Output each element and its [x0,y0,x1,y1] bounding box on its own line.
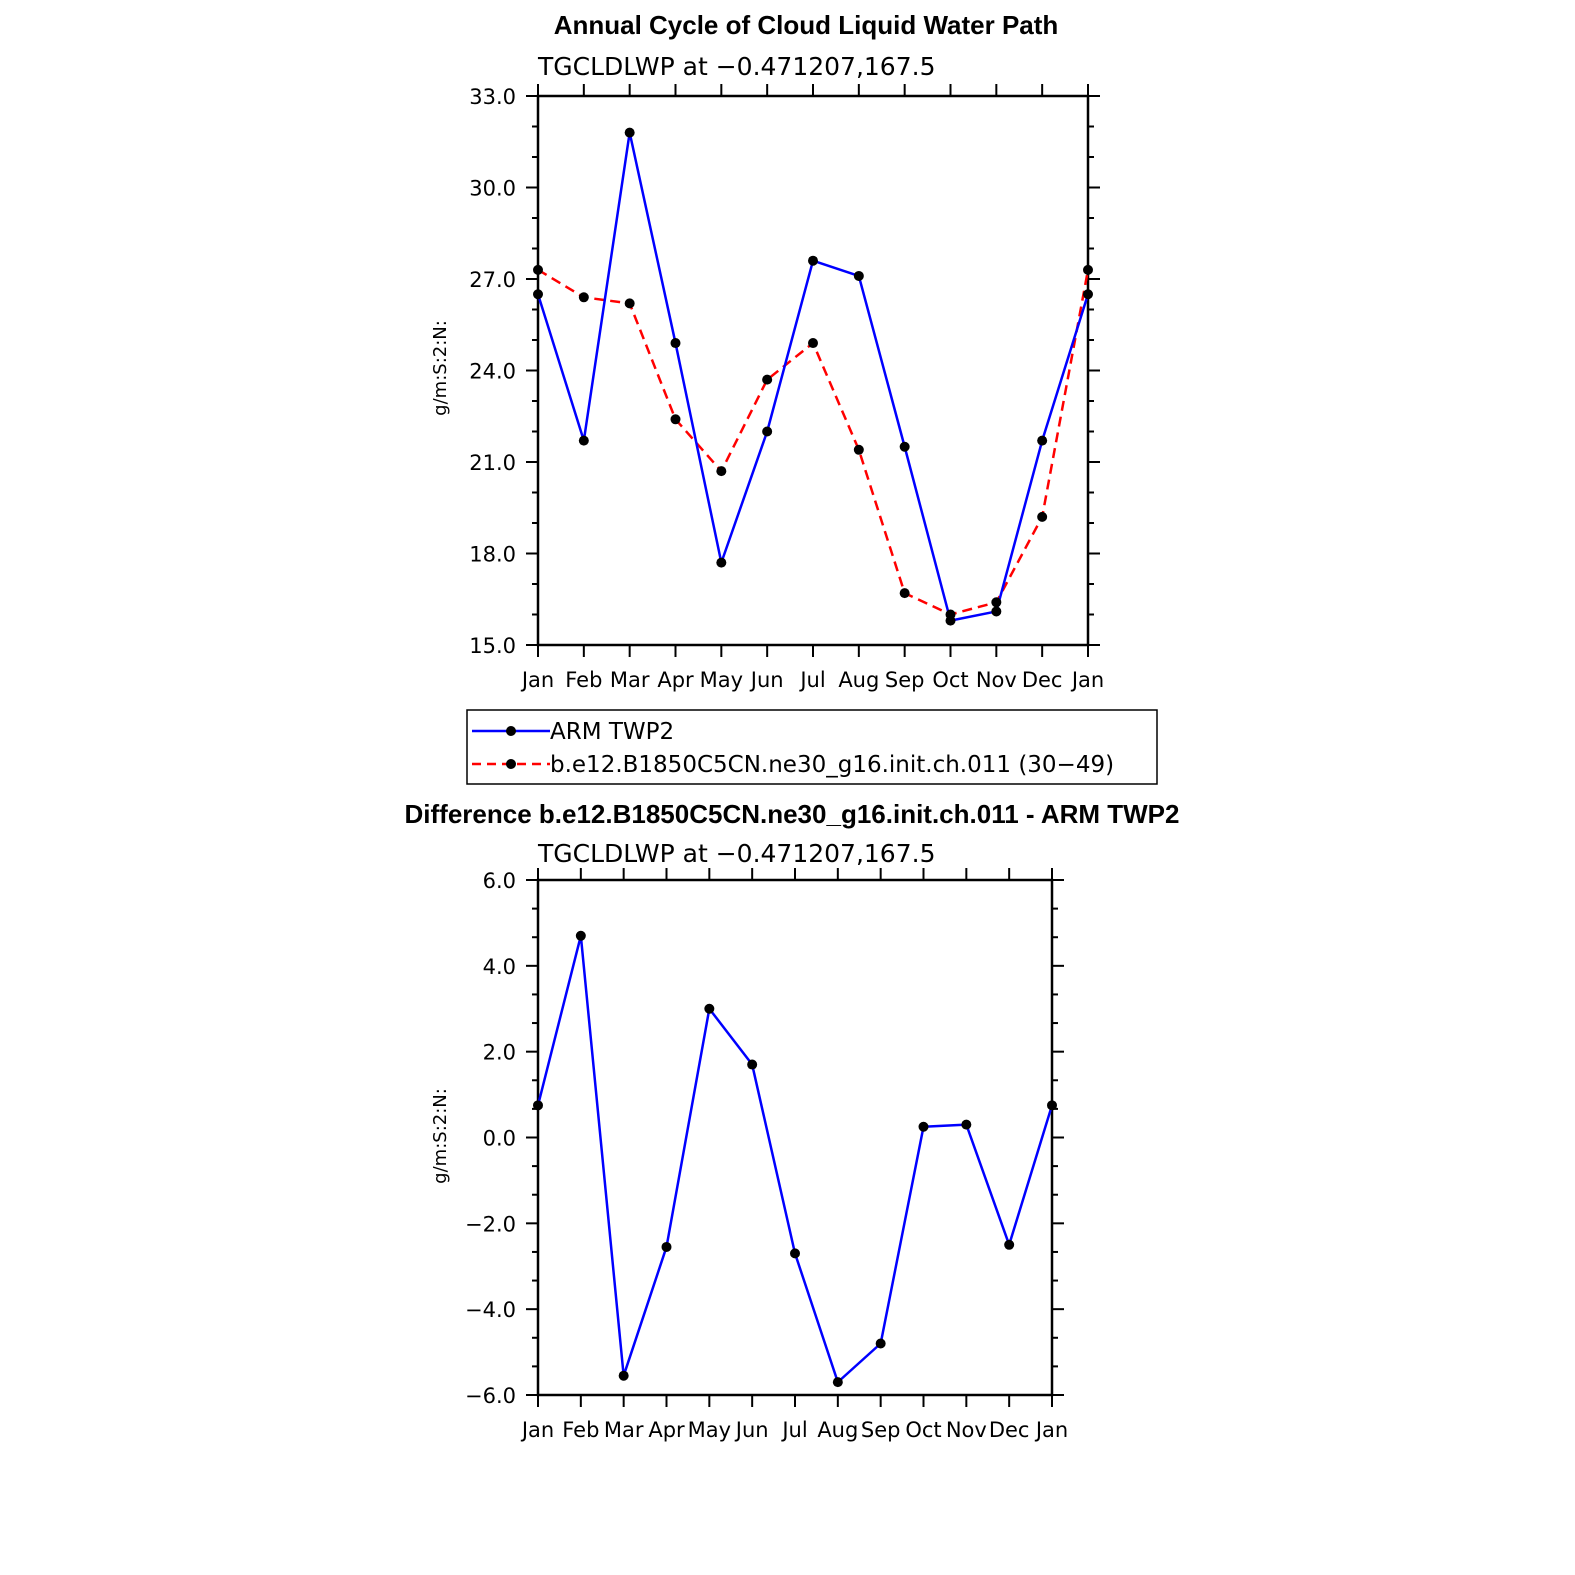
top-xtick-label: Apr [657,668,694,692]
bottom-series-1-point [619,1371,629,1381]
bottom-ytick-label: 4.0 [482,954,516,979]
top-series-2-line [538,270,1088,615]
top-xtick-label: Feb [565,668,603,692]
legend [467,710,1157,784]
top-series-2-point [762,375,772,385]
top-series-1-point [900,442,910,452]
bottom-xtick-label: May [687,1418,732,1442]
top-xtick-label: Nov [975,668,1017,692]
top-series-1-point [625,128,635,138]
bottom-xtick-label: Dec [988,1418,1030,1442]
bottom-chart-ylabel: g/m:S:2:N: [430,1088,451,1184]
legend-marker-series-1 [506,726,516,736]
bottom-xtick-label: Jan [1035,1418,1069,1442]
top-series-1-point [854,271,864,281]
bottom-series-1-point [576,931,586,941]
top-xtick-label: Oct [932,668,969,692]
top-series-2-point [1037,512,1047,522]
top-chart-title: Annual Cycle of Cloud Liquid Water Path [553,10,1059,40]
bottom-ytick-label: −2.0 [465,1212,516,1237]
bottom-series-1-point [919,1122,929,1132]
top-chart-ylabel: g/m:S:2:N: [430,320,451,416]
legend-marker-series-2 [506,759,516,769]
top-ytick-label: 30.0 [469,176,516,201]
top-series-2-point [533,265,543,275]
bottom-xtick-label: Oct [905,1418,942,1442]
bottom-xtick-label: Feb [562,1418,600,1442]
top-xtick-label: Jan [1071,668,1105,692]
bottom-series-1-point [1004,1240,1014,1250]
bottom-series-1-line [538,936,1052,1382]
top-xtick-label: Aug [838,668,880,692]
bottom-ytick-label: −4.0 [465,1298,516,1323]
bottom-xtick-label: Nov [945,1418,987,1442]
top-series-1-point [991,606,1001,616]
bottom-xtick-label: Aug [817,1418,859,1442]
bottom-ytick-label: 0.0 [482,1126,516,1151]
top-series-2-point [625,298,635,308]
top-series-2-point [900,588,910,598]
bottom-series-1-point [1047,1100,1057,1110]
top-series-1-point [579,436,589,446]
top-series-2-point [1083,265,1093,275]
top-series-1-point [671,338,681,348]
bottom-series-1-point [747,1060,757,1070]
top-series-2-point [716,466,726,476]
bottom-series-1-point [961,1120,971,1130]
top-plot-frame [538,96,1088,645]
top-xtick-label: Mar [609,668,650,692]
bottom-series-1-point [833,1377,843,1387]
top-series-2-point [808,338,818,348]
bottom-ytick-label: 2.0 [482,1040,516,1065]
bottom-xtick-label: Sep [860,1418,901,1442]
top-ytick-label: 18.0 [469,542,516,567]
top-ytick-label: 21.0 [469,451,516,475]
legend-label-series-2: b.e12.B1850C5CN.ne30_g16.init.ch.011 (30−49) [550,752,1115,778]
top-series-2-point [579,292,589,302]
top-xtick-label: Jun [750,668,784,692]
top-xtick-label: Dec [1021,668,1063,692]
bottom-series-1-point [704,1004,714,1014]
bottom-xtick-label: Jun [735,1418,769,1442]
top-series-2-point [854,445,864,455]
top-series-1-point [1037,436,1047,446]
top-series-1-point [808,256,818,266]
bottom-plot-frame [538,880,1052,1395]
bottom-xtick-label: Jul [782,1418,808,1442]
bottom-chart-title: Difference b.e12.B1850C5CN.ne30_g16.init.ch.011 - ARM TWP2 [404,799,1180,829]
bottom-series-1-point [876,1339,886,1349]
top-xtick-label: Jan [521,668,555,692]
bottom-ytick-label: 6.0 [482,869,516,893]
top-xtick-label: May [699,668,744,692]
bottom-xtick-label: Apr [648,1418,685,1442]
top-series-1-line [538,133,1088,621]
bottom-plot-area [465,868,1068,1442]
top-series-1-point [1083,289,1093,299]
top-series-2-point [671,414,681,424]
top-series-2-point [991,597,1001,607]
top-ytick-label: 15.0 [469,634,516,658]
top-plot-area [469,84,1104,692]
bottom-xtick-label: Jan [521,1418,555,1442]
top-series-1-point [716,558,726,568]
bottom-series-1-point [790,1248,800,1258]
bottom-xtick-label: Mar [603,1418,644,1442]
top-xtick-label: Sep [884,668,925,692]
top-chart-subtitle: TGCLDLWP at −0.471207,167.5 [538,52,936,81]
top-series-1-point [533,289,543,299]
top-xtick-label: Jul [800,668,826,692]
legend-label-series-1: ARM TWP2 [550,719,675,745]
bottom-chart-subtitle: TGCLDLWP at −0.471207,167.5 [538,839,936,868]
top-ytick-label: 33.0 [469,85,516,109]
bottom-ytick-label: −6.0 [465,1384,516,1408]
top-ytick-label: 24.0 [469,359,516,384]
top-ytick-label: 27.0 [469,268,516,292]
bottom-series-1-point [533,1100,543,1110]
bottom-series-1-point [662,1242,672,1252]
top-series-1-point [762,427,772,437]
top-series-1-point [946,616,956,626]
